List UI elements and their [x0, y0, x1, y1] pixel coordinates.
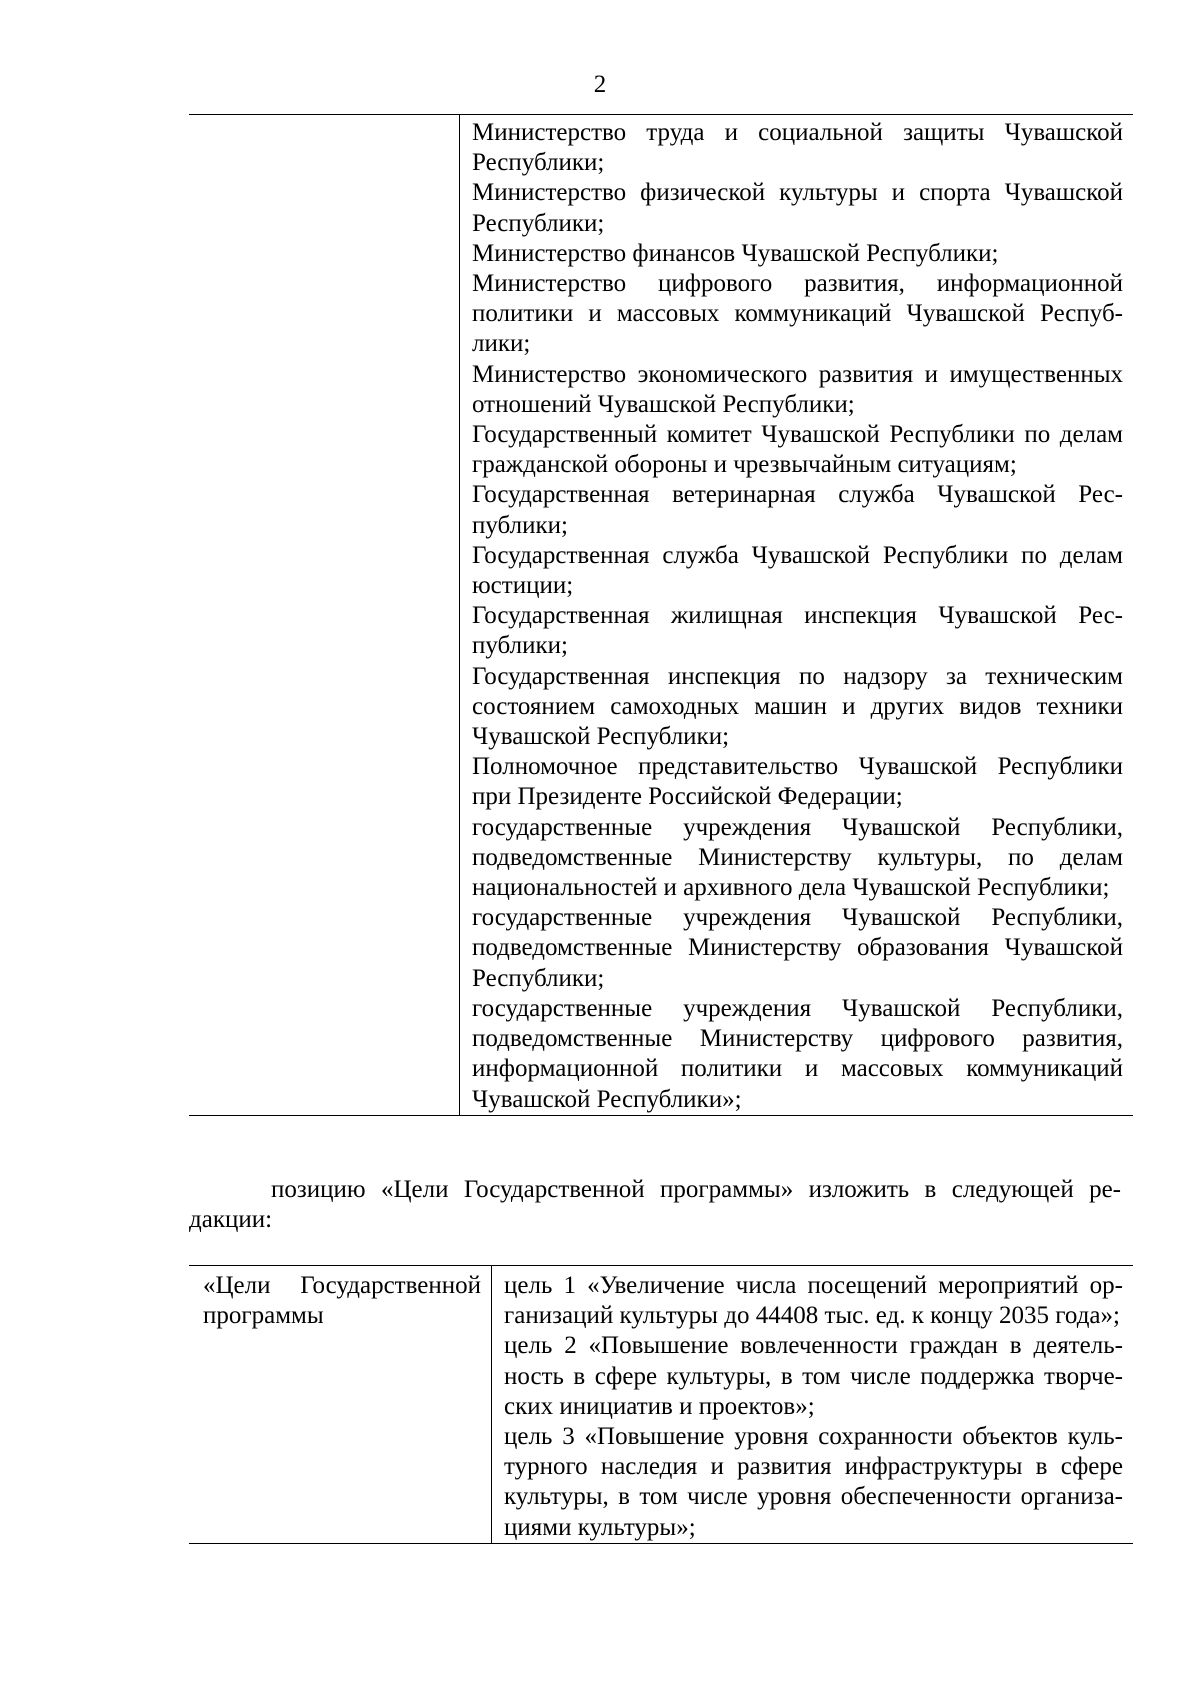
- participants-row: [189, 115, 1133, 1116]
- page-number: 2: [593, 71, 607, 98]
- amendment-paragraph: позицию «Цели Государственной программы» изложить в следующей редакции:: [189, 1176, 1121, 1234]
- participant-item: Полномочное представительство Чувашской Республики при Президенте Российской Федерации;: [472, 753, 1123, 811]
- participants-label-cell: [189, 115, 460, 1116]
- participant-item: Государственная жилищная инспекция Чувашской Республики;: [472, 602, 1123, 660]
- goals-table: [189, 1265, 1133, 1544]
- goals-row: [189, 1266, 1133, 1544]
- participant-item: Государственный комитет Чувашской Республики по делам гражданской обороны и чрезвычайным ситуациям;: [472, 421, 1123, 479]
- participant-item: Министерство финансов Чувашской Республики;: [472, 239, 999, 267]
- goal-item: цель 2 «Повышение вовлеченности граждан в деятельность в сфере культуры, в том числе поддержка творческих инициатив и проектов»;: [504, 1332, 1123, 1420]
- participant-item: государственные учреждения Чувашской Республики, подведомственные Министерству образования Чувашской Республики;: [472, 904, 1123, 992]
- participant-item: Министерство физической культуры и спорта Чувашской Республики;: [472, 179, 1123, 237]
- participant-item: Государственная ветеринарная служба Чувашской Республики;: [472, 481, 1123, 539]
- goals-label-cell: «Цели Государственной программы: [189, 1266, 492, 1544]
- goal-item: цель 1 «Увеличение числа посещений мероприятий организаций культуры до 44408 тыс. ед. к концу 2035 года»;: [504, 1272, 1123, 1330]
- participant-item: Министерство экономического развития и имущественных отношений Чувашской Республики;: [472, 360, 1123, 418]
- participant-item: государственные учреждения Чувашской Республики, подведомственные Министерству культуры, по делам национальностей и архивного дела Чувашской Республики;: [472, 813, 1123, 902]
- participant-item: Министерство труда и социальной защиты Чувашской Республики;: [472, 119, 1123, 177]
- goal-item: цель 3 «Повышение уровня сохранности объектов культурного наследия и развития инфраструктуры в сфере культуры, в том числе уровня обеспеченности организациями культуры»;: [504, 1423, 1123, 1541]
- participant-item: Государственная инспекция по надзору за техническим состоянием самоходных машин и других видов техники Чувашской Республики;: [472, 662, 1123, 751]
- participants-list-cell: [460, 115, 1134, 1116]
- participant-item: государственные учреждения Чувашской Республики, подведомственные Министерству цифрового развития, информационной политики и массовых коммуникаций Чувашской Республики»;: [472, 994, 1123, 1113]
- participants-table: [189, 114, 1133, 1116]
- participant-item: Государственная служба Чувашской Республики по делам юстиции;: [472, 541, 1123, 600]
- goals-list-cell: [492, 1266, 1134, 1544]
- participant-item: Министерство цифрового развития, информационной политики и массовых коммуникаций Чувашской Республики;: [472, 270, 1123, 358]
